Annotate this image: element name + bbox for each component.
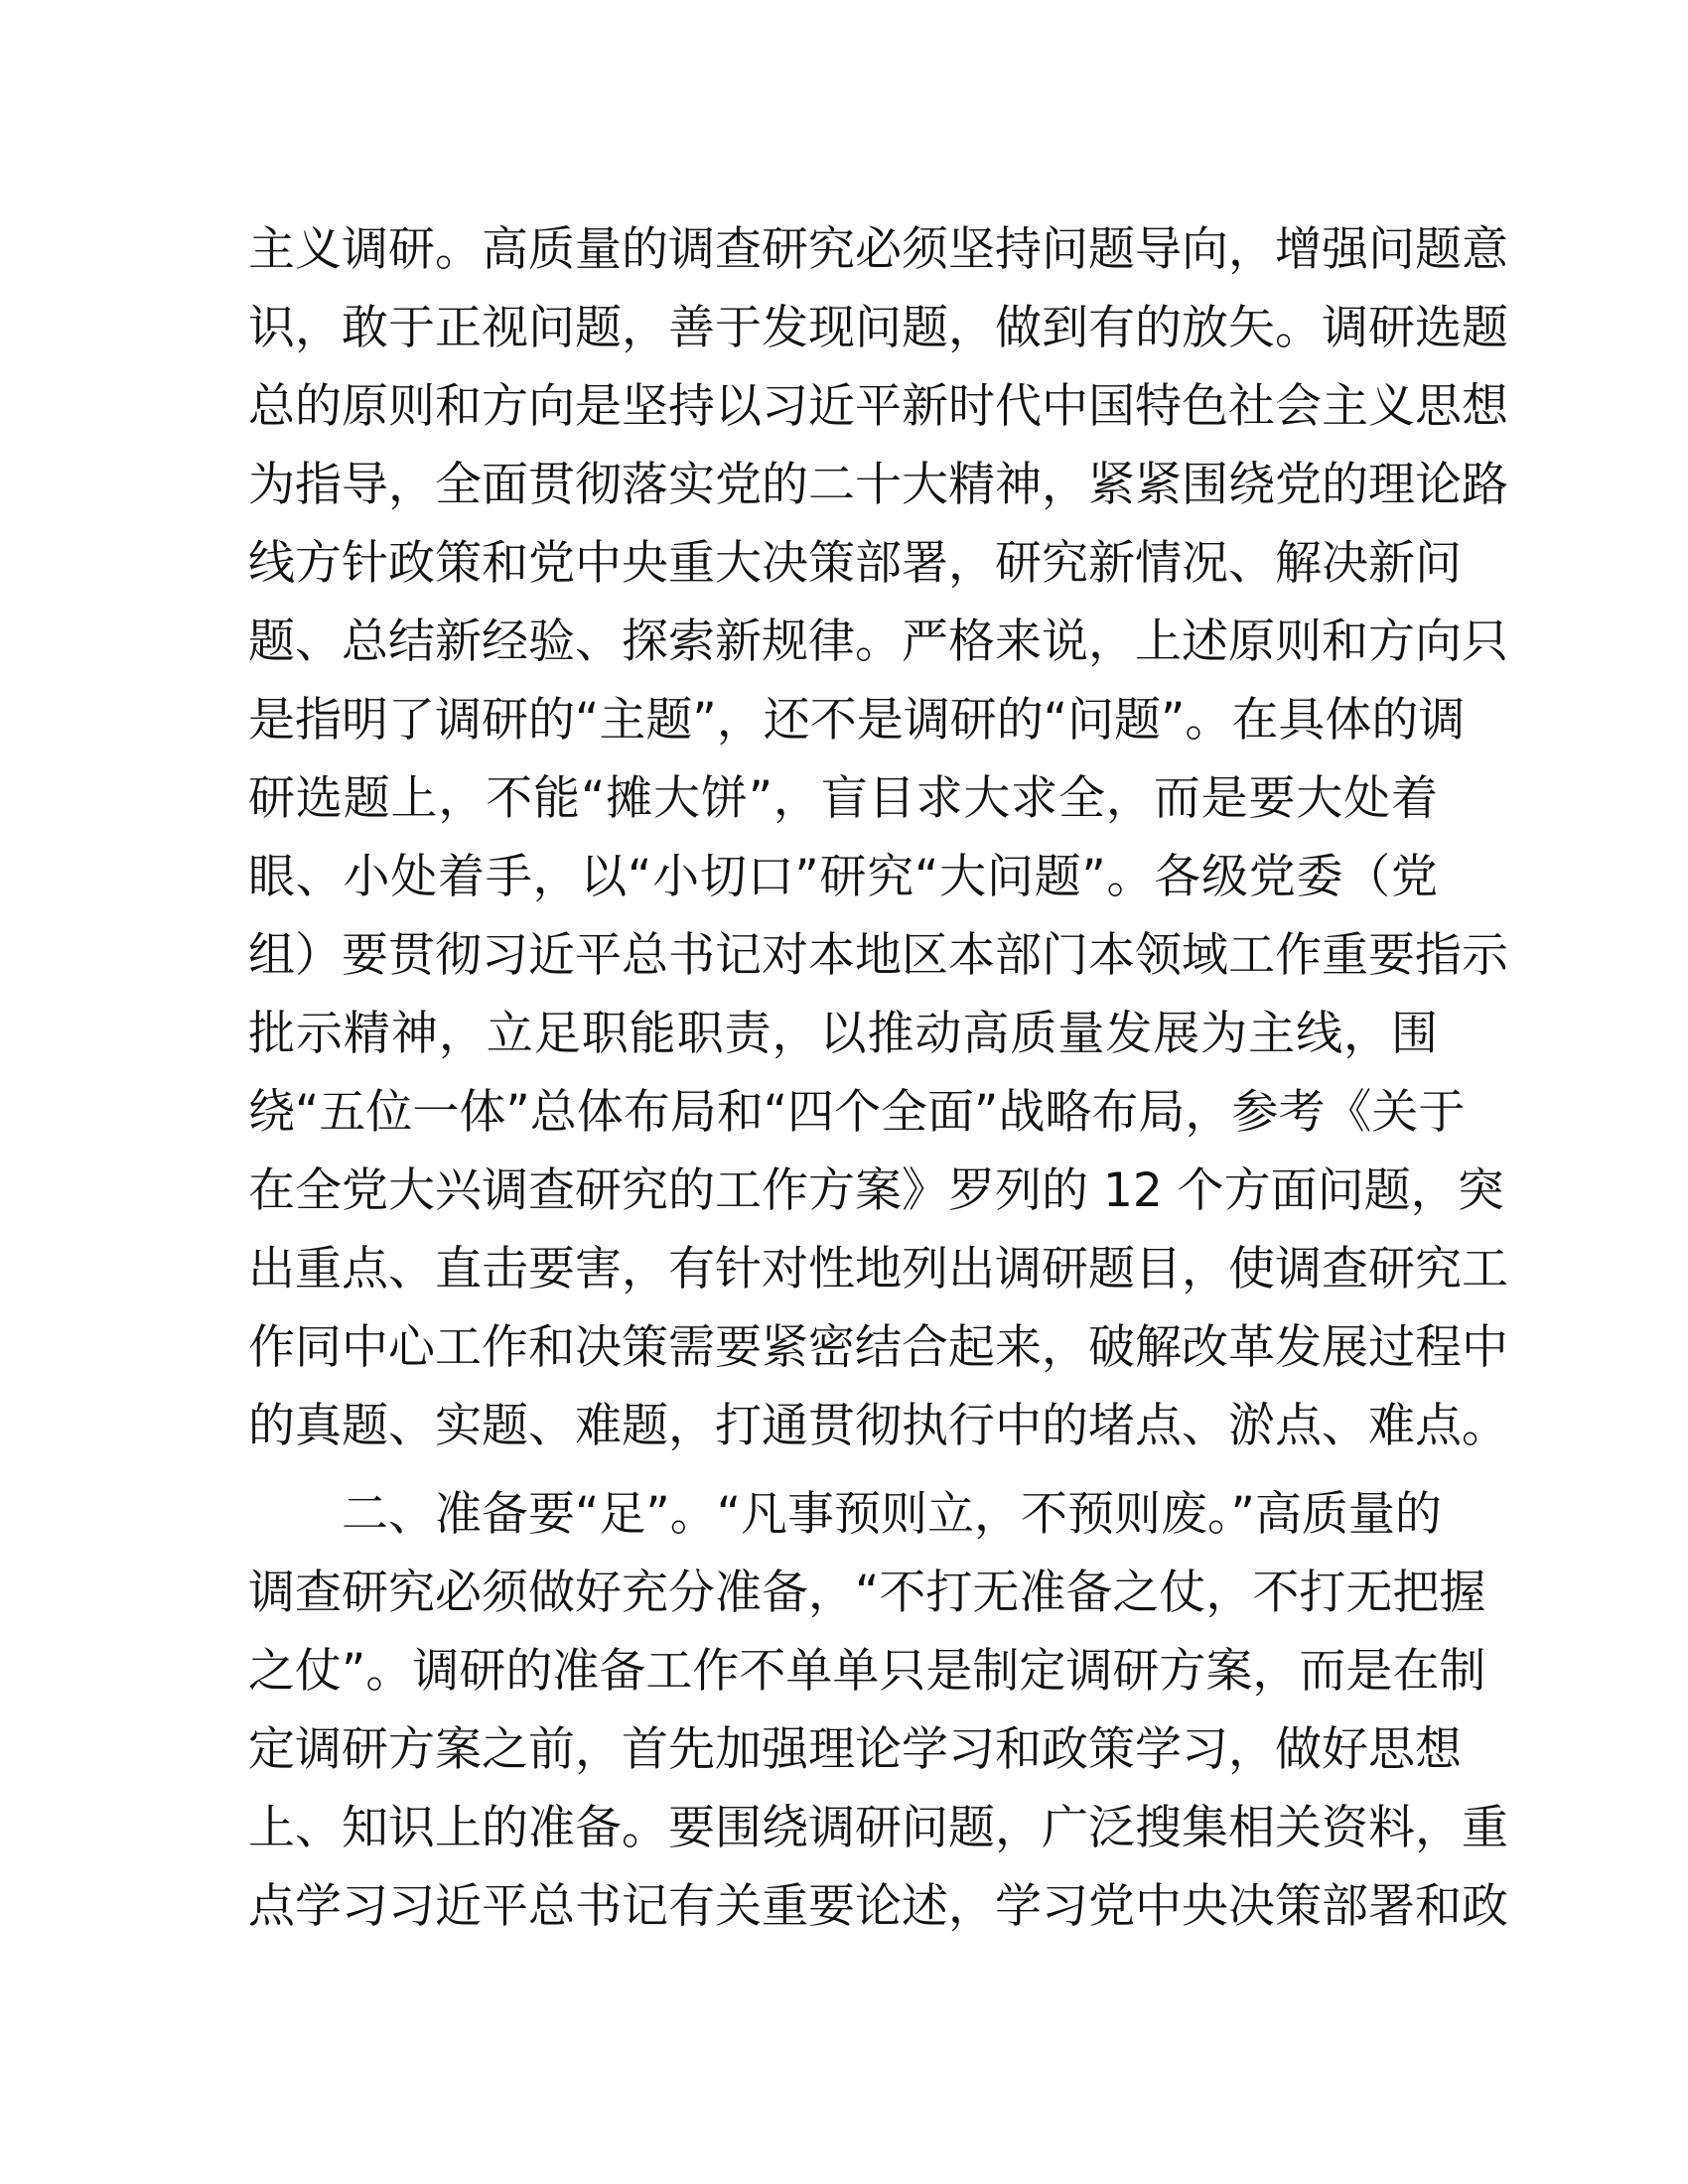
text-line: 是指明了调研的“主题”，还不是调研的“问题”。在具体的调 [248,693,1466,748]
paragraph-2 [248,1475,1508,1946]
text-line: 调查研究必须做好充分准备，“不打无准备之仗，不打无把握 [248,1566,1486,1620]
paragraph-1 [248,210,1508,1465]
text-line: 在全党大兴调查研究的工作方案》罗列的 12 个方面问题，突 [248,1163,1504,1218]
text-line: 主义调研。高质量的调查研究必须坚持问题导向，增强问题意 [248,222,1508,277]
paragraph-gap [248,1465,1438,1475]
text-line: 眼、小处着手，以“小切口”研究“大问题”。各级党委（党 [248,850,1438,904]
text-line: 出重点、直击要害，有针对性地列出调研题目，使调查研究工 [248,1242,1508,1297]
text-line: 定调研方案之前，首先加强理论学习和政策学习，做好思想 [248,1722,1462,1777]
text-line: 之仗”。调研的准备工作不单单只是制定调研方案，而是在制 [248,1644,1486,1699]
text-line: 的真题、实题、难题，打通贯彻执行中的堵点、淤点、难点。 [248,1399,1508,1453]
text-line: 组）要贯彻习近平总书记对本地区本部门本领域工作重要指示 [248,928,1508,983]
text-line: 点学习习近平总书记有关重要论述，学习党中央决策部署和政 [248,1879,1508,1934]
text-line: 线方针政策和党中央重大决策部署，研究新情况、解决新问 [248,536,1462,591]
text-line: 二、准备要“足”。“凡事预则立，不预则废。”高质量的 [248,1487,1442,1542]
document-page [248,210,1508,1946]
text-line: 研选题上，不能“摊大饼”，盲目求大求全，而是要大处着 [248,771,1438,826]
text-line: 上、知识上的准备。要围绕调研问题，广泛搜集相关资料，重 [248,1801,1508,1855]
text-line: 为指导，全面贯彻落实党的二十大精神，紧紧围绕党的理论路 [248,458,1508,512]
text-line: 批示精神，立足职能职责，以推动高质量发展为主线，围 [248,1007,1438,1061]
text-line: 题、总结新经验、探索新规律。严格来说，上述原则和方向只 [248,614,1508,669]
text-line: 总的原则和方向是坚持以习近平新时代中国特色社会主义思想 [248,379,1508,434]
text-line: 识，敢于正视问题，善于发现问题，做到有的放矢。调研选题 [248,301,1508,355]
text-line: 绕“五位一体”总体布局和“四个全面”战略布局，参考《关于 [248,1085,1466,1140]
text-line: 作同中心工作和决策需要紧密结合起来，破解改革发展过程中 [248,1320,1508,1375]
